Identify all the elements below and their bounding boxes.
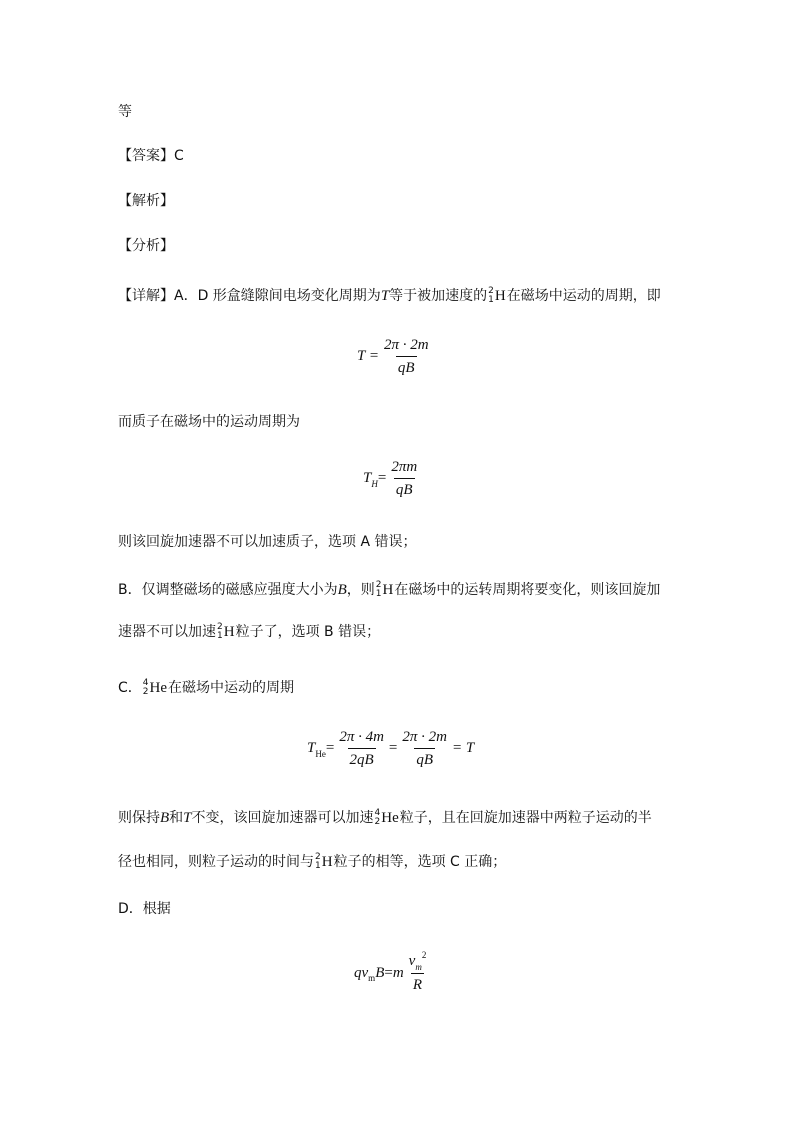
eq3-fraction-1	[337, 728, 386, 769]
eq4-field-symbol: B	[375, 964, 385, 981]
c2-field-symbol: B	[160, 810, 170, 826]
b1-comma: ，则	[346, 582, 375, 598]
deuteron-charge: 1	[217, 631, 223, 641]
eq1-lhs: T =	[357, 348, 379, 364]
eq2-lhs: T	[363, 470, 372, 486]
deuteron-charge: 1	[488, 295, 494, 305]
c2-period-symbol: T	[183, 810, 192, 826]
deuteron-nuclide	[488, 286, 506, 306]
detail-suffix: 在磁场中运动的周期，即	[506, 288, 661, 304]
deuteron-mass: 2	[375, 580, 382, 590]
c3-prefix: 径也相同，则粒子运动的时间与	[118, 854, 314, 870]
detail-line-a	[118, 286, 661, 306]
eq3-lhs-sub: He	[315, 748, 326, 759]
eq3-numerator-1: 2π · 4m	[339, 729, 384, 745]
eq2-fraction	[389, 458, 419, 499]
option-b-line-2	[118, 622, 380, 642]
eq4-lhs-sub: m	[368, 973, 376, 983]
helium-nuclide	[375, 808, 399, 828]
eq3-lhs: T	[307, 740, 316, 756]
answer-line: 【答案】C	[118, 148, 184, 164]
c2-and: 和	[169, 810, 184, 826]
option-c-line-1	[118, 678, 294, 698]
eq1-denominator: qB	[396, 356, 417, 377]
b2-prefix: 速器不可以加速	[118, 624, 216, 640]
detail-mid: 等于被加速度的	[389, 288, 488, 304]
c2-prefix: 则保持	[118, 810, 160, 826]
eq2-denominator: qB	[394, 478, 415, 499]
deuteron-charge: 1	[375, 589, 382, 599]
b1-suffix: 在磁场中的运转周期将要变化，则该回旋加	[394, 582, 661, 598]
c2-suffix: 粒子，且在回旋加速器中两粒子运动的半	[399, 810, 652, 826]
b2-suffix: 粒子了，选项 B 错误；	[235, 624, 381, 640]
eq3-denominator-2: qB	[414, 748, 435, 769]
deuteron-nuclide	[376, 580, 394, 600]
helium-charge: 2	[142, 687, 149, 697]
equation-1	[357, 336, 434, 377]
eq4-lhs: qv	[354, 964, 369, 981]
c3-suffix: 粒子的相等，选项 C 正确；	[333, 854, 507, 870]
conclusion-a: 则该回旋加速器不可以加速质子，选项 A 错误；	[118, 534, 417, 550]
option-b-line-1	[118, 580, 660, 600]
eq2-equals: =	[377, 470, 387, 486]
deuteron-symbol: H	[223, 624, 235, 640]
eq3-equals-1: =	[325, 740, 335, 756]
c1-prefix: C．	[118, 680, 142, 696]
deuteron-symbol: H	[494, 288, 506, 304]
deuteron-nuclide	[217, 622, 235, 642]
eq2-lhs-sub: H	[371, 478, 378, 489]
helium-symbol: He	[149, 680, 168, 696]
eq4-mass: m	[392, 964, 404, 981]
eq1-fraction	[382, 336, 431, 377]
eq3-fraction-2	[400, 728, 449, 769]
eq4-velocity: v	[408, 953, 416, 969]
deuteron-symbol: H	[321, 854, 333, 870]
helium-symbol: He	[381, 810, 399, 826]
proton-text: 而质子在磁场中的运动周期为	[118, 414, 300, 430]
equation-4	[354, 952, 431, 994]
eq4-velocity-sub: m	[415, 962, 422, 972]
eq3-numerator-2: 2π · 2m	[402, 729, 447, 745]
analysis-heading: 【解析】	[118, 193, 174, 209]
c2-mid: 不变，该回旋加速器可以加速	[191, 810, 374, 826]
eq4-velocity-sup: 2	[421, 950, 427, 960]
eq3-rhs: = T	[452, 740, 475, 756]
option-d-line: D．根据	[118, 901, 171, 917]
deuteron-nuclide	[315, 852, 333, 872]
deuteron-charge: 1	[315, 861, 321, 871]
eq4-numerator	[407, 952, 429, 973]
deuteron-mass: 2	[217, 622, 223, 632]
period-symbol: T	[380, 288, 390, 304]
helium-nuclide	[143, 678, 167, 698]
equation-3	[307, 728, 474, 769]
deuteron-mass: 2	[488, 286, 494, 296]
deuteron-mass: 2	[315, 852, 321, 862]
helium-mass: 4	[374, 808, 381, 818]
b1-prefix: B．仅调整磁场的磁感应强度大小为	[118, 582, 338, 598]
eq2-numerator: 2πm	[391, 459, 418, 475]
option-c-line-3	[118, 852, 506, 872]
fenxi-heading: 【分析】	[118, 238, 174, 254]
deuteron-symbol: H	[382, 582, 394, 598]
continued-text: 等	[118, 104, 132, 120]
eq4-denominator: R	[411, 973, 424, 994]
eq3-equals-2: =	[388, 740, 398, 756]
eq4-equals: =	[384, 964, 393, 981]
option-c-line-2	[118, 808, 652, 828]
equation-2	[363, 458, 422, 499]
eq4-fraction	[407, 952, 429, 994]
detail-prefix: 【详解】A．D 形盒缝隙间电场变化周期为	[118, 288, 381, 304]
helium-charge: 2	[374, 817, 381, 827]
eq1-numerator: 2π · 2m	[383, 337, 429, 353]
b1-field-symbol: B	[337, 582, 347, 598]
helium-mass: 4	[142, 678, 149, 688]
eq3-denominator-1: 2qB	[348, 748, 376, 769]
c1-suffix: 在磁场中运动的周期	[168, 680, 295, 696]
